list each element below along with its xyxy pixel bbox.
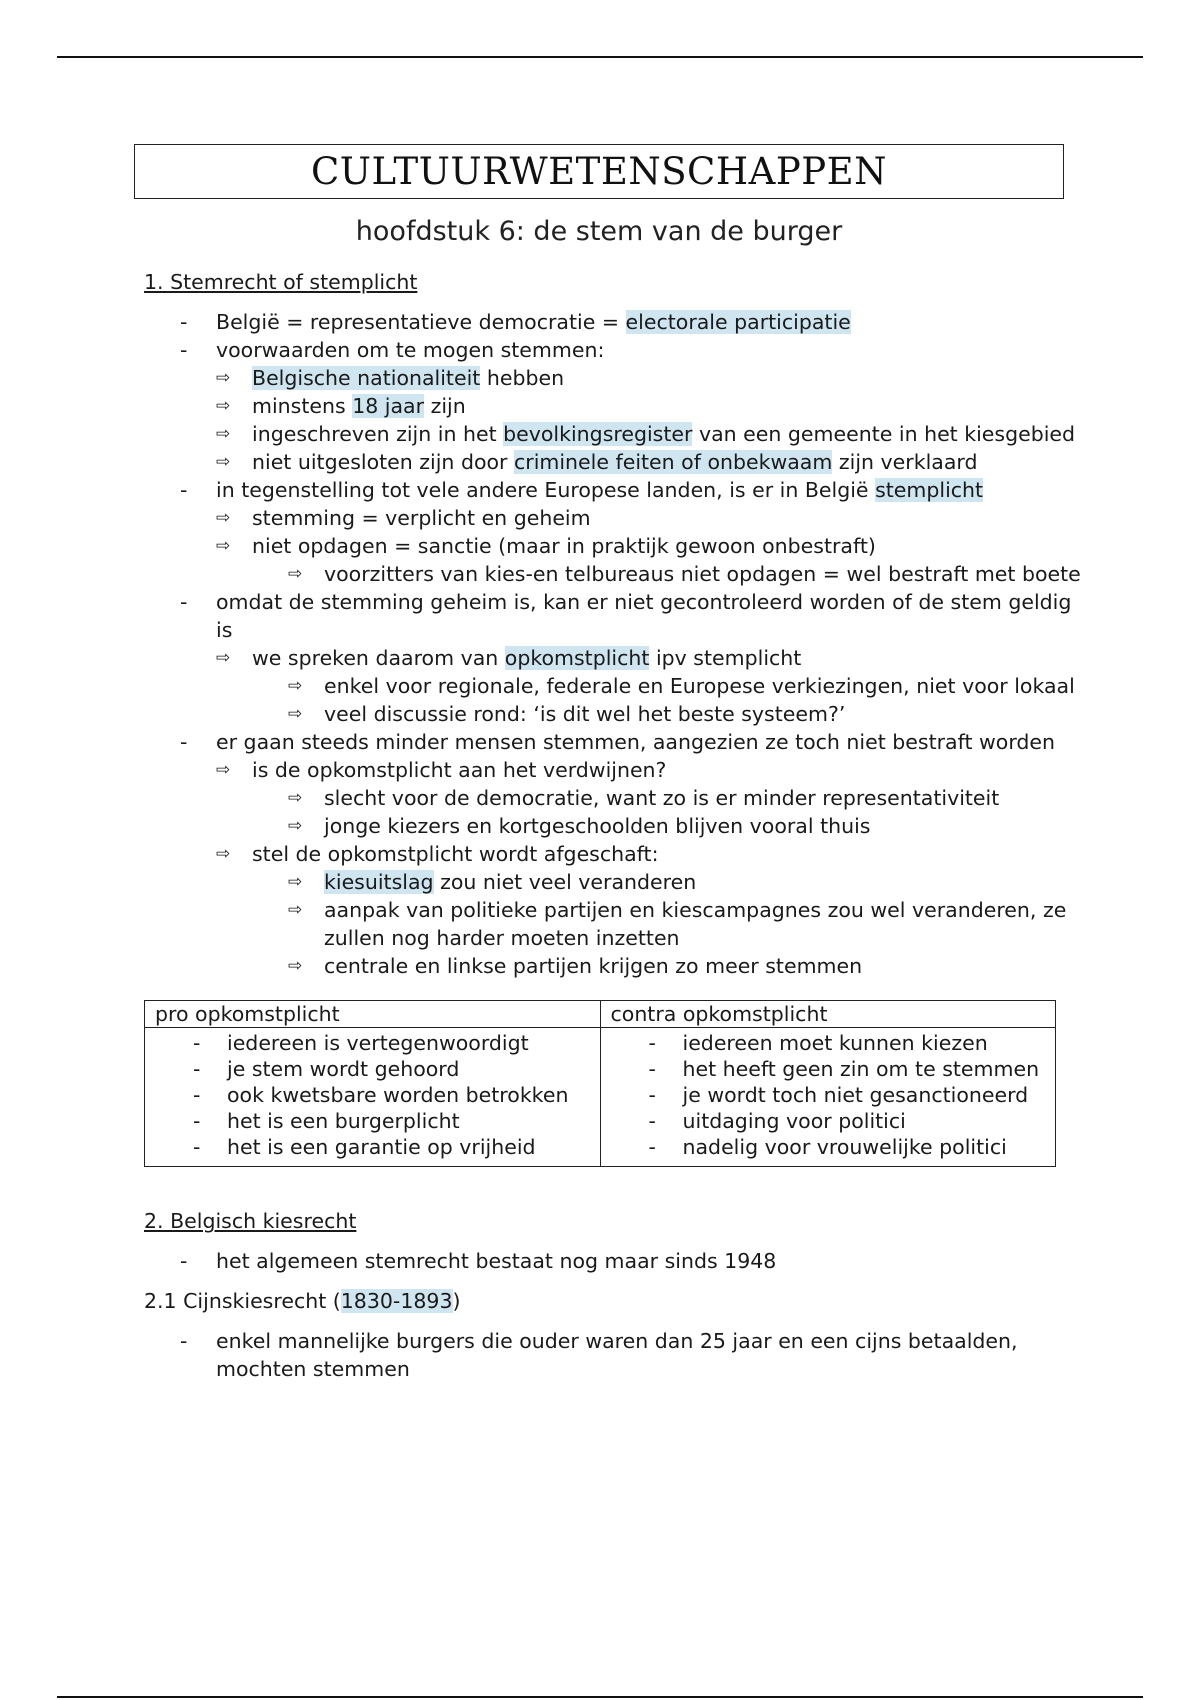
highlight: 1830-1893 (340, 1289, 453, 1313)
section-1-list (144, 308, 1084, 980)
list-item: - in tegenstelling tot vele andere Europese landen, is er in België stemplicht ⇨ stemming = verplicht en geheim ⇨ niet opdagen = sanctie (maar in praktijk gewoon onbestraft) ⇨ voorzitters van kies-en telbureaus niet opdagen = wel bestraft met boete (144, 476, 1084, 588)
highlight: criminele feiten of onbekwaam (514, 450, 833, 474)
section-1-heading: 1. Stemrecht of stemplicht (144, 270, 418, 294)
list-item: - het algemeen stemrecht bestaat nog maar sinds 1948 (144, 1247, 1084, 1275)
pro-item: - ook kwetsbare worden betrokken (145, 1082, 600, 1108)
pro-item: - het is een garantie op vrijheid (145, 1134, 600, 1160)
list-item: - omdat de stemming geheim is, kan er niet gecontroleerd worden of de stem geldig is ⇨ we spreken daarom van opkomstplicht ipv stemplicht ⇨ enkel voor regionale, federale en Europese verkiezingen, niet voor lokaal ⇨ veel discussie rond: ‘is dit wel het beste systeem?’ (144, 588, 1084, 728)
arrow-item: ⇨ enkel voor regionale, federale en Europese verkiezingen, niet voor lokaal (288, 672, 1084, 700)
contra-item: - uitdaging voor politici (601, 1108, 1056, 1134)
arrow-item: ⇨ stel de opkomstplicht wordt afgeschaft: ⇨ kiesuitslag zou niet veel veranderen ⇨ aanpak van politieke partijen en kiescampagnes zou wel veranderen, ze zullen nog harder moeten inzetten ⇨ centrale en linkse partijen krijgen zo meer stemmen (216, 840, 1084, 980)
arrow-item: ⇨ kiesuitslag zou niet veel veranderen (288, 868, 1084, 896)
section-2-list (144, 1247, 1084, 1275)
contra-cell (600, 1028, 1056, 1167)
sub-list (216, 364, 1084, 476)
header-rule (57, 56, 1143, 58)
contra-list (601, 1030, 1056, 1160)
contra-item: - nadelig voor vrouwelijke politici (601, 1134, 1056, 1160)
arrow-item: ⇨ niet uitgesloten zijn door criminele feiten of onbekwaam zijn verklaard (216, 448, 1084, 476)
highlight: Belgische nationaliteit (252, 366, 481, 390)
section-2-heading: 2. Belgisch kiesrecht (144, 1209, 357, 1233)
footer-rule (57, 1696, 1143, 1698)
highlight: stemplicht (875, 478, 984, 502)
list-item: - enkel mannelijke burgers die ouder waren dan 25 jaar en een cijns betaalden, mochten stemmen (144, 1327, 1084, 1383)
sub-sub-list (288, 560, 1084, 588)
pro-cell (145, 1028, 601, 1167)
contra-header: contra opkomstplicht (600, 1001, 1056, 1028)
arrow-item: ⇨ aanpak van politieke partijen en kiescampagnes zou wel veranderen, ze zullen nog harder moeten inzetten (288, 896, 1084, 952)
document-body (144, 268, 1084, 1383)
arrow-item: ⇨ jonge kiezers en kortgeschoolden blijven vooral thuis (288, 812, 1084, 840)
subsection-2-1-list (144, 1327, 1084, 1383)
table-row (145, 1028, 1056, 1167)
arrow-item: ⇨ slecht voor de democratie, want zo is er minder representativiteit (288, 784, 1084, 812)
sub-sub-list (288, 672, 1084, 728)
pro-item: - het is een burgerplicht (145, 1108, 600, 1134)
arrow-item: ⇨ niet opdagen = sanctie (maar in praktijk gewoon onbestraft) ⇨ voorzitters van kies-en telbureaus niet opdagen = wel bestraft met boete (216, 532, 1084, 588)
list-item: - België = representatieve democratie = electorale participatie (144, 308, 1084, 336)
subsection-2-1-heading: 2.1 Cijnskiesrecht (1830-1893) (144, 1289, 461, 1313)
arrow-item: ⇨ veel discussie rond: ‘is dit wel het beste systeem?’ (288, 700, 1084, 728)
arrow-item: ⇨ we spreken daarom van opkomstplicht ipv stemplicht ⇨ enkel voor regionale, federale en Europese verkiezingen, niet voor lokaal ⇨ veel discussie rond: ‘is dit wel het beste systeem?’ (216, 644, 1084, 728)
sub-list (216, 756, 1084, 980)
highlight: opkomstplicht (504, 646, 650, 670)
arrow-item: ⇨ is de opkomstplicht aan het verdwijnen? ⇨ slecht voor de democratie, want zo is er minder representativiteit ⇨ jonge kiezers en kortgeschoolden blijven vooral thuis (216, 756, 1084, 840)
highlight: bevolkingsregister (503, 422, 693, 446)
list-item: - voorwaarden om te mogen stemmen: ⇨ Belgische nationaliteit hebben ⇨ minstens 18 jaar zijn ⇨ ingeschreven zijn in het bevolkingsregister van een gemeente in het kiesgebied ⇨ niet uitgesloten zijn door criminele feiten of onbekwaam zijn verklaard (144, 336, 1084, 476)
arrow-item: ⇨ centrale en linkse partijen krijgen zo meer stemmen (288, 952, 1084, 980)
arrow-item: ⇨ Belgische nationaliteit hebben (216, 364, 1084, 392)
arrow-item: ⇨ ingeschreven zijn in het bevolkingsregister van een gemeente in het kiesgebied (216, 420, 1084, 448)
arrow-item: ⇨ stemming = verplicht en geheim (216, 504, 1084, 532)
contra-item: - iedereen moet kunnen kiezen (601, 1030, 1056, 1056)
sub-sub-list (288, 868, 1084, 980)
chapter-subtitle: hoofdstuk 6: de stem van de burger (355, 216, 843, 247)
table-header-row (145, 1001, 1056, 1028)
sub-sub-list (288, 784, 1084, 840)
contra-item: - je wordt toch niet gesanctioneerd (601, 1082, 1056, 1108)
highlight: kiesuitslag (324, 870, 434, 894)
document-title (134, 144, 1064, 199)
sub-list (216, 644, 1084, 728)
pro-contra-table (144, 1000, 1056, 1167)
pro-item: - iedereen is vertegenwoordigt (145, 1030, 600, 1056)
document-title-text: CULTUURWETENSCHAPPEN (310, 150, 888, 193)
pro-item: - je stem wordt gehoord (145, 1056, 600, 1082)
contra-item: - het heeft geen zin om te stemmen (601, 1056, 1056, 1082)
sub-list (216, 504, 1084, 588)
list-item: - er gaan steeds minder mensen stemmen, aangezien ze toch niet bestraft worden ⇨ is de opkomstplicht aan het verdwijnen? ⇨ slecht voor de democratie, want zo is er minder representativiteit ⇨ jonge kiezers en kortgeschoolden blijven vooral thuis ⇨ stel de opkomstplicht wordt afgeschaft: ⇨ kiesuitslag zou niet veel veranderen ⇨ aanpak van politieke partijen en kiescampagnes zou wel veranderen, ze zullen nog harder moeten inzetten ⇨ centrale en linkse partijen krijgen zo meer stemmen (144, 728, 1084, 980)
pro-header: pro opkomstplicht (145, 1001, 601, 1028)
highlight: 18 jaar (352, 394, 425, 418)
highlight: electorale participatie (625, 310, 851, 334)
arrow-item: ⇨ minstens 18 jaar zijn (216, 392, 1084, 420)
arrow-item: ⇨ voorzitters van kies-en telbureaus niet opdagen = wel bestraft met boete (288, 560, 1084, 588)
pro-list (145, 1030, 600, 1160)
